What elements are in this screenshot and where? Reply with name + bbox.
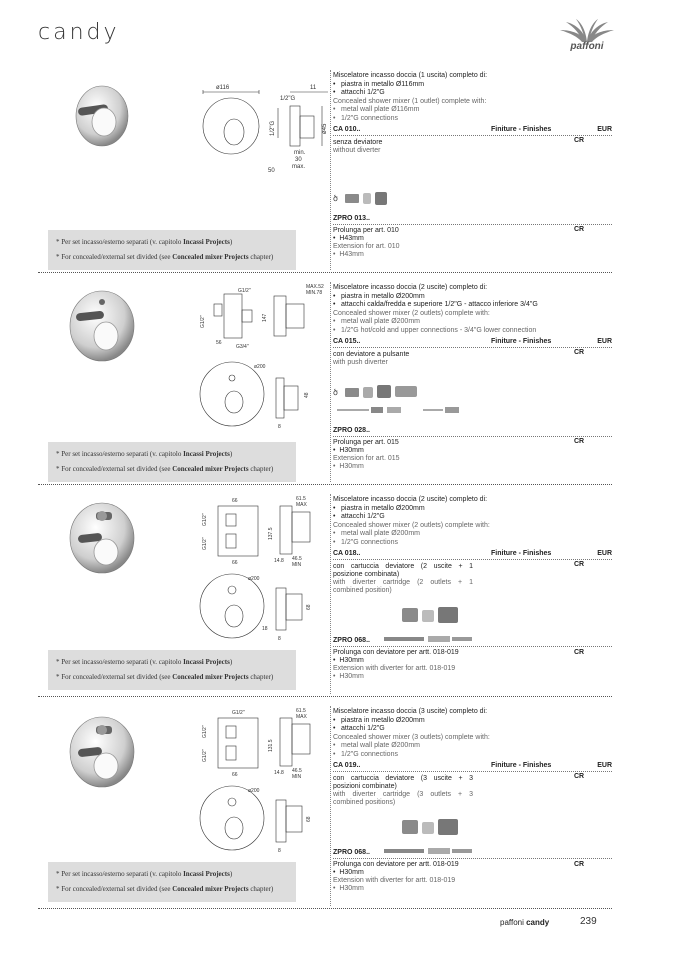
price-header: EUR <box>597 762 612 769</box>
spec-item: • attacchi 1/2"G <box>333 513 613 522</box>
dimension-label: MIN.78 <box>306 290 323 296</box>
dimension-label: 1/2"G <box>280 96 296 102</box>
dimension-label: G1/2" <box>202 537 208 550</box>
dimension-label: 56 <box>216 340 222 346</box>
product-code-row <box>333 762 612 772</box>
ext-item: • H30mm <box>333 869 364 876</box>
finish-code: CR <box>574 349 585 356</box>
dimension-label: 30 <box>295 157 302 163</box>
ext-item-text: H30mm <box>339 869 364 876</box>
spec-item: • 1/2"G connections <box>333 115 613 124</box>
price-header: EUR <box>597 126 612 133</box>
variant-description <box>333 351 483 367</box>
dimension-label: 131.5 <box>268 739 274 752</box>
desc-it: senza deviatore <box>333 139 383 146</box>
note-chapter-link: Incassi Projects <box>183 870 230 878</box>
note-chapter-link: Concealed mixer Projects <box>172 465 249 473</box>
ext-title-it: Prolunga con deviatore per artt. 018-019 <box>333 861 459 868</box>
ext-item-text: H30mm <box>339 657 364 664</box>
variant-description <box>333 563 473 595</box>
section-divider <box>38 696 612 697</box>
finish-code: CR <box>574 561 585 568</box>
ext-item: • H30mm <box>333 885 364 892</box>
ext-item: • H30mm <box>333 447 364 454</box>
extension-description <box>333 649 503 681</box>
technical-drawing <box>196 494 326 644</box>
spec-item: • 1/2"G hot/cold and upper connections - 3/4"G lower connection <box>333 327 613 336</box>
ext-item: • H30mm <box>333 673 364 680</box>
dimension-label: max. <box>292 164 306 168</box>
variant-description <box>333 139 483 155</box>
section-divider <box>38 272 612 273</box>
product-section-ca018 <box>38 494 612 694</box>
dimension-label: G3/4" <box>236 344 249 350</box>
note-chapter-link: Concealed mixer Projects <box>172 673 249 681</box>
note-english <box>56 250 288 265</box>
dimension-label: 66 <box>232 498 238 504</box>
dimension-label: MIN <box>292 774 302 780</box>
price-header: EUR <box>597 550 612 557</box>
spec-item: • attacchi 1/2"G <box>333 89 613 98</box>
desc-en: with push diverter <box>333 359 388 366</box>
desc-it: con cartuccia deviatore (2 uscite + 1 posizione combinata) <box>333 563 473 578</box>
spec-title-en: Concealed shower mixer (3 outlets) complete with: <box>333 733 490 741</box>
product-section-ca019 <box>38 706 612 906</box>
note-text: * For concealed/external set divided (see <box>56 673 173 681</box>
desc-en: with diverter cartridge (3 outlets + 3 combined positions) <box>333 791 473 806</box>
note-chapter-link: Incassi Projects <box>183 238 230 246</box>
extension-description <box>333 861 503 893</box>
dimension-label: 46.5 <box>292 556 302 562</box>
ext-title-en: Extension with diverter for artt. 018-019 <box>333 877 456 884</box>
spec-item: • piastra in metallo Ø200mm <box>333 717 613 726</box>
extension-photo <box>398 604 470 626</box>
finishes-header: Finiture - Finishes <box>491 762 552 769</box>
dimension-label: MAX.52 <box>306 284 324 290</box>
dimension-label: 68 <box>306 604 312 610</box>
ext-item-text: H43mm <box>339 235 364 242</box>
dimension-label: 1/2"G <box>270 120 276 136</box>
note-text: * For concealed/external set divided (see <box>56 885 173 893</box>
note-chapter-link: Concealed mixer Projects <box>172 253 249 261</box>
dimension-label: 137.5 <box>268 527 274 540</box>
extension-finish-code: CR <box>574 649 585 656</box>
dimension-label: 11 <box>310 85 317 91</box>
note-text: * Per set incasso/esterno separati (v. capitolo <box>56 658 184 666</box>
extension-photo <box>333 188 413 208</box>
note-text: * Per set incasso/esterno separati (v. capitolo <box>56 870 184 878</box>
dimension-label: ø45 <box>322 123 328 134</box>
extension-finish-code: CR <box>574 861 585 868</box>
extension-photo <box>398 816 470 838</box>
dimension-label: 46.5 <box>292 768 302 774</box>
extension-description <box>333 227 493 259</box>
svg-text:ծ: ծ <box>333 388 338 397</box>
note-text: chapter) <box>248 673 274 681</box>
dimension-label: G1/2" <box>232 710 245 716</box>
price-header: EUR <box>597 338 612 345</box>
product-code-row <box>333 338 612 348</box>
dimension-label: 50 <box>268 168 275 174</box>
product-spec <box>333 284 613 335</box>
section-divider <box>38 908 612 909</box>
spec-title-it: Miscelatore incasso doccia (1 uscita) completo di: <box>333 72 488 79</box>
dimension-label: 61.5 <box>296 708 306 714</box>
note-text: chapter) <box>248 253 274 261</box>
note-chapter-link: Incassi Projects <box>183 450 230 458</box>
note-box <box>48 230 296 270</box>
note-text: chapter) <box>248 885 274 893</box>
desc-it: con cartuccia deviatore (3 uscite + 3 posizioni combinate) <box>333 775 473 790</box>
ext-title-en: Extension for art. 015 <box>333 455 400 462</box>
note-text: ) <box>229 870 233 878</box>
extension-code-row <box>333 427 612 437</box>
svg-text:ծ: ծ <box>333 194 338 203</box>
dimension-label: 66 <box>232 772 238 778</box>
dimension-label: 18 <box>262 626 268 632</box>
ext-item: • H43mm <box>333 251 364 258</box>
note-text: * Per set incasso/esterno separati (v. capitolo <box>56 450 184 458</box>
dimension-label: ø200 <box>248 576 260 582</box>
note-box <box>48 862 296 902</box>
spec-item: • 1/2"G connections <box>333 751 613 760</box>
mixer-product-photo <box>66 286 136 362</box>
ext-item-text: H30mm <box>339 673 364 680</box>
desc-it: con deviatore a pulsante <box>333 351 410 358</box>
product-spec <box>333 496 613 547</box>
extension-code-row <box>333 215 612 225</box>
dimension-label: 14.8 <box>274 770 284 776</box>
extension-finish-code: CR <box>574 226 585 233</box>
product-section-ca015 <box>38 282 612 482</box>
ext-item-text: H43mm <box>339 251 364 258</box>
product-section-ca010 <box>38 70 612 270</box>
footer-collection: candy <box>526 918 550 927</box>
ext-item-text: H30mm <box>339 447 364 454</box>
spec-title-en: Concealed shower mixer (2 outlets) complete with: <box>333 521 490 529</box>
spec-item: • attacchi calda/fredda e superiore 1/2"G - attacco inferiore 3/4"G <box>333 301 613 310</box>
finishes-header: Finiture - Finishes <box>491 126 552 133</box>
product-code: CA 019.. <box>333 762 361 769</box>
dimension-label: 8 <box>278 424 281 430</box>
mixer-product-photo <box>66 498 136 574</box>
spec-item: • piastra in metallo Ø116mm <box>333 81 613 90</box>
extension-code: ZPRO 013.. <box>333 215 370 222</box>
dimension-label: ø200 <box>254 364 266 370</box>
page-number: 239 <box>580 916 597 927</box>
ext-item-text: H30mm <box>339 463 364 470</box>
spec-title-en: Concealed shower mixer (2 outlets) complete with: <box>333 309 490 317</box>
extension-code-row <box>333 849 612 859</box>
logo-wordmark: paffoni <box>570 41 604 52</box>
spec-item: • metal wall plate Ø200mm <box>333 530 613 539</box>
spec-item: • piastra in metallo Ø200mm <box>333 293 613 302</box>
paffoni-logo <box>556 18 618 52</box>
product-code-row <box>333 550 612 560</box>
technical-drawing <box>198 78 328 168</box>
mixer-product-photo <box>66 712 136 788</box>
ext-item: • H30mm <box>333 463 364 470</box>
finish-code: CR <box>574 137 585 144</box>
ext-title-en: Extension for art. 010 <box>333 243 400 250</box>
desc-en: without diverter <box>333 147 381 154</box>
product-code: CA 015.. <box>333 338 361 345</box>
dimension-label: G1/2" <box>202 749 208 762</box>
note-text: ) <box>229 658 233 666</box>
ext-title-it: Prolunga per art. 015 <box>333 439 399 446</box>
dimension-label: MIN <box>292 562 302 568</box>
dimension-label: 61.5 <box>296 496 306 502</box>
ext-item: • H43mm <box>333 235 364 242</box>
ext-title-it: Prolunga per art. 010 <box>333 227 399 234</box>
spec-item: • attacchi 1/2"G <box>333 725 613 734</box>
extension-code: ZPRO 068.. <box>333 637 370 644</box>
spec-title-it: Miscelatore incasso doccia (3 uscite) completo di: <box>333 708 488 715</box>
dimension-label: 8 <box>278 636 281 642</box>
spec-title-en: Concealed shower mixer (1 outlet) complete with: <box>333 97 487 105</box>
product-spec <box>333 72 613 123</box>
dimension-label: ø116 <box>216 85 230 91</box>
dimension-label: 66 <box>232 560 238 566</box>
dimension-label: min. <box>294 150 306 156</box>
dimension-label: ø200 <box>248 788 260 794</box>
dimension-label: G1/2" <box>202 513 208 526</box>
footer-brand: paffoni <box>500 918 524 927</box>
note-text: * For concealed/external set divided (see <box>56 465 173 473</box>
page-footer <box>500 918 549 927</box>
extension-code: ZPRO 068.. <box>333 849 370 856</box>
ext-item-text: H30mm <box>339 885 364 892</box>
dimension-label: G1/2" <box>238 288 251 294</box>
ext-title-it: Prolunga con deviatore per artt. 018-019 <box>333 649 459 656</box>
note-text: * For concealed/external set divided (see <box>56 253 173 261</box>
technical-drawing <box>196 706 326 856</box>
product-code-row <box>333 126 612 136</box>
mixer-product-photo <box>66 76 136 152</box>
spec-title-it: Miscelatore incasso doccia (2 uscite) completo di: <box>333 284 488 291</box>
dimension-label: 68 <box>306 816 312 822</box>
page-title: candy <box>38 20 120 45</box>
extension-code: ZPRO 028.. <box>333 427 370 434</box>
note-text: * Per set incasso/esterno separati (v. capitolo <box>56 238 184 246</box>
dimension-label: 147 <box>262 313 268 322</box>
extension-photo <box>333 382 463 418</box>
technical-drawing <box>196 282 326 432</box>
ext-item: • H30mm <box>333 657 364 664</box>
note-chapter-link: Concealed mixer Projects <box>172 885 249 893</box>
dimension-label: MAX <box>296 714 307 720</box>
extension-finish-code: CR <box>574 438 585 445</box>
product-code: CA 018.. <box>333 550 361 557</box>
dimension-label: G1/2" <box>200 315 206 328</box>
dimension-label: 48 <box>304 392 310 398</box>
product-code: CA 010.. <box>333 126 361 133</box>
note-chapter-link: Incassi Projects <box>183 658 230 666</box>
extension-code-row <box>333 637 612 647</box>
note-italian <box>56 235 288 250</box>
section-divider <box>38 484 612 485</box>
spec-title-it: Miscelatore incasso doccia (2 uscite) completo di: <box>333 496 488 503</box>
note-box <box>48 650 296 690</box>
dimension-label: 14.8 <box>274 558 284 564</box>
product-spec <box>333 708 613 759</box>
note-text: ) <box>229 450 233 458</box>
desc-en: with diverter cartridge (2 outlets + 1 combined position) <box>333 579 473 594</box>
spec-item: • 1/2"G connections <box>333 539 613 548</box>
dimension-label: G1/2" <box>202 725 208 738</box>
note-text: ) <box>229 238 233 246</box>
note-box <box>48 442 296 482</box>
spec-item: • metal wall plate Ø116mm <box>333 106 613 115</box>
finishes-header: Finiture - Finishes <box>491 550 552 557</box>
finish-code: CR <box>574 773 585 780</box>
spec-item: • metal wall plate Ø200mm <box>333 742 613 751</box>
finishes-header: Finiture - Finishes <box>491 338 552 345</box>
dimension-label: 8 <box>278 848 281 854</box>
note-text: chapter) <box>248 465 274 473</box>
variant-description <box>333 775 473 807</box>
dimension-label: MAX <box>296 502 307 508</box>
spec-item: • metal wall plate Ø200mm <box>333 318 613 327</box>
ext-title-en: Extension with diverter for artt. 018-019 <box>333 665 456 672</box>
spec-item: • piastra in metallo Ø200mm <box>333 505 613 514</box>
extension-description <box>333 439 493 471</box>
